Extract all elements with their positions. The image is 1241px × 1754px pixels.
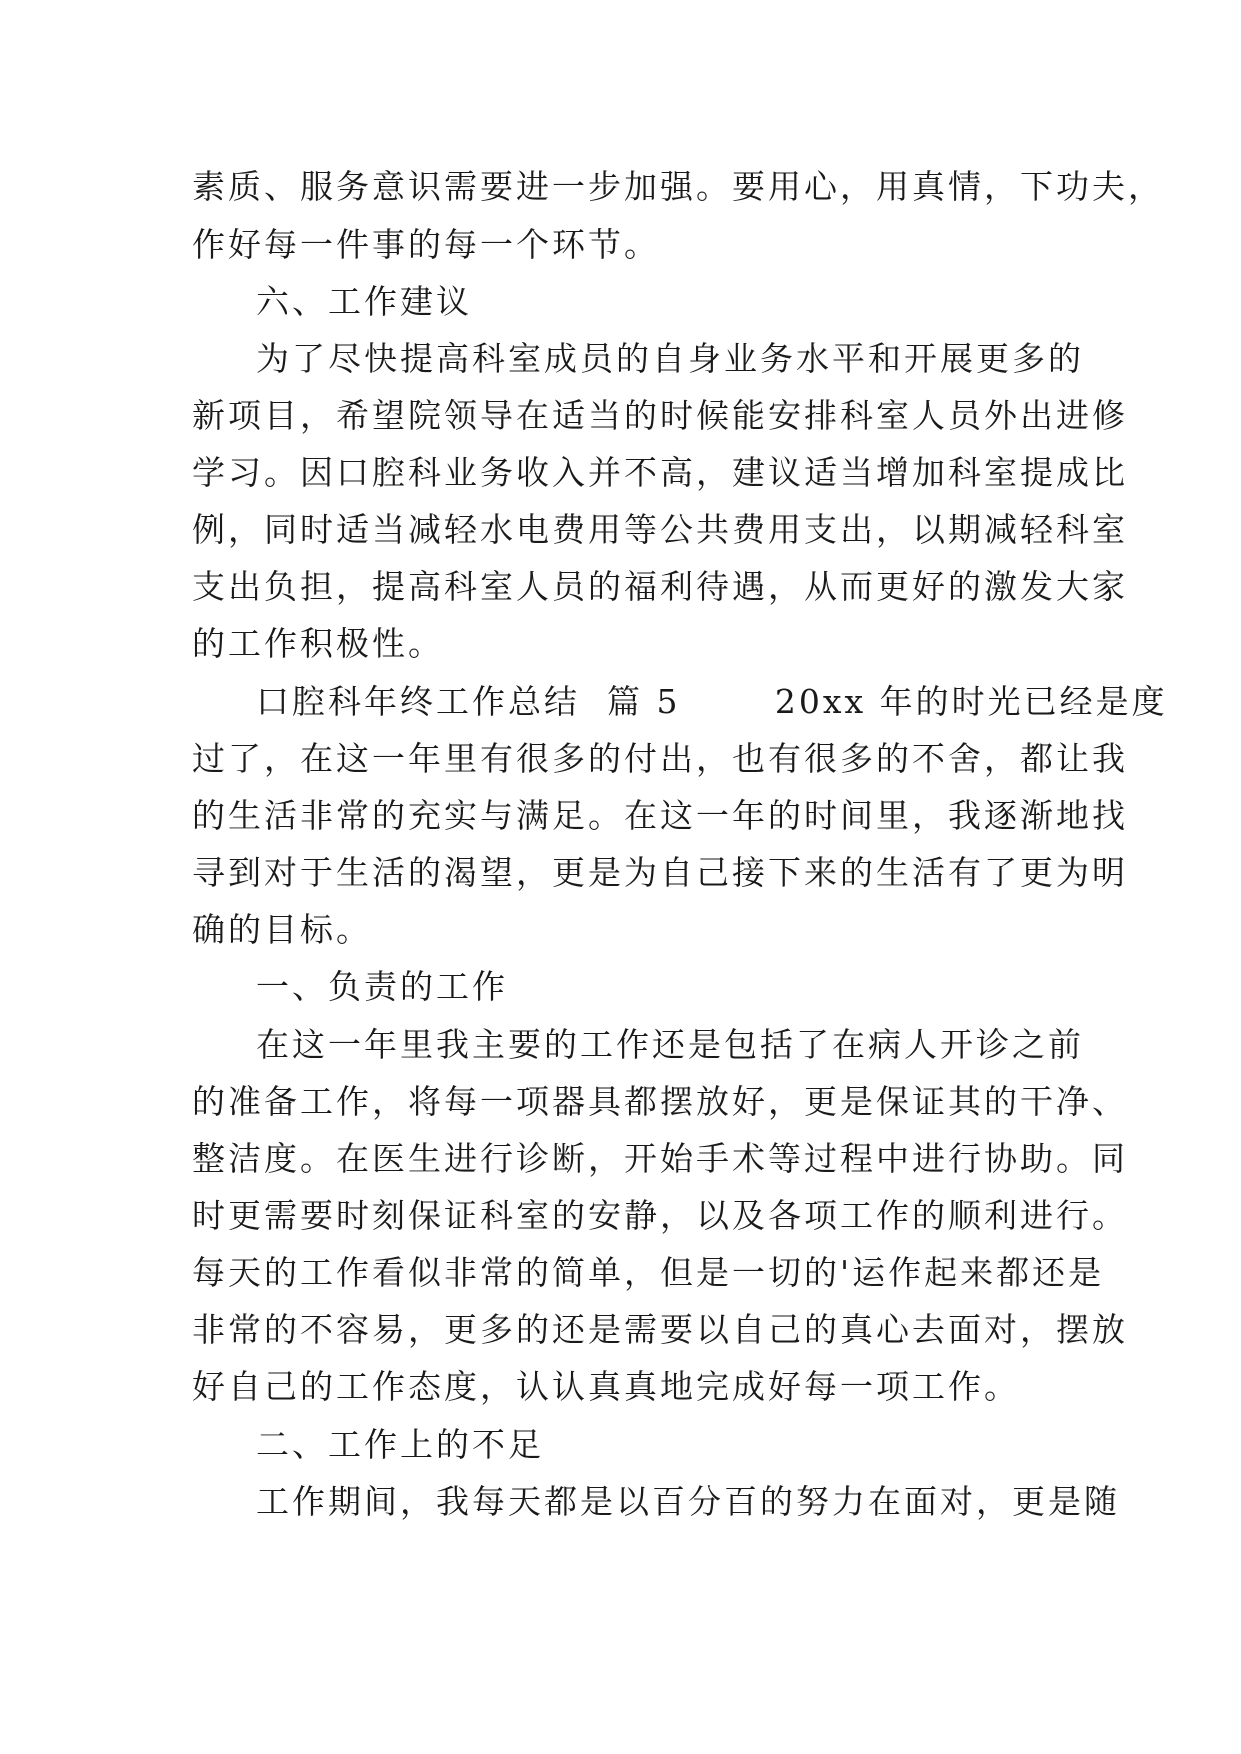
text-line: 好自己的工作态度，认认真真地完成好每一项工作。 — [192, 1367, 1020, 1406]
text-line: 支出负担，提高科室人员的福利待遇，从而更好的激发大家 — [192, 567, 1128, 606]
section-heading: 六、工作建议 — [256, 282, 472, 321]
text-line: 素质、服务意识需要进一步加强。要用心，用真情，下功夫， — [192, 167, 1164, 206]
text-line: 过了，在这一年里有很多的付出，也有很多的不舍，都让我 — [192, 739, 1128, 778]
article-heading: 口腔科年终工作总结 篇 5 20xx 年的时光已经是度 — [256, 682, 1168, 721]
text-line: 为了尽快提高科室成员的自身业务水平和开展更多的 — [256, 339, 1084, 378]
text-line: 作好每一件事的每一个环节。 — [192, 225, 660, 264]
text-line: 寻到对于生活的渴望，更是为自己接下来的生活有了更为明 — [192, 853, 1128, 892]
text-line: 非常的不容易，更多的还是需要以自己的真心去面对，摆放 — [192, 1310, 1128, 1349]
text-line: 每天的工作看似非常的简单，但是一切的'运作起来都还是 — [192, 1253, 1105, 1292]
text-line: 的工作积极性。 — [192, 624, 444, 663]
text-line: 时更需要时刻保证科室的安静，以及各项工作的顺利进行。 — [192, 1196, 1128, 1235]
text-line: 确的目标。 — [192, 910, 372, 949]
text-line: 的生活非常的充实与满足。在这一年的时间里，我逐渐地找 — [192, 796, 1128, 835]
text-line: 新项目，希望院领导在适当的时候能安排科室人员外出进修 — [192, 396, 1128, 435]
section-heading: 一、负责的工作 — [256, 967, 508, 1006]
section-heading: 二、工作上的不足 — [256, 1425, 544, 1464]
text-line: 在这一年里我主要的工作还是包括了在病人开诊之前 — [256, 1025, 1084, 1064]
text-line: 的准备工作，将每一项器具都摆放好，更是保证其的干净、 — [192, 1082, 1128, 1121]
text-line: 工作期间，我每天都是以百分百的努力在面对，更是随 — [256, 1482, 1120, 1521]
text-line: 例，同时适当减轻水电费用等公共费用支出，以期减轻科室 — [192, 510, 1128, 549]
text-line: 整洁度。在医生进行诊断，开始手术等过程中进行协助。同 — [192, 1139, 1128, 1178]
text-line: 学习。因口腔科业务收入并不高，建议适当增加科室提成比 — [192, 453, 1128, 492]
